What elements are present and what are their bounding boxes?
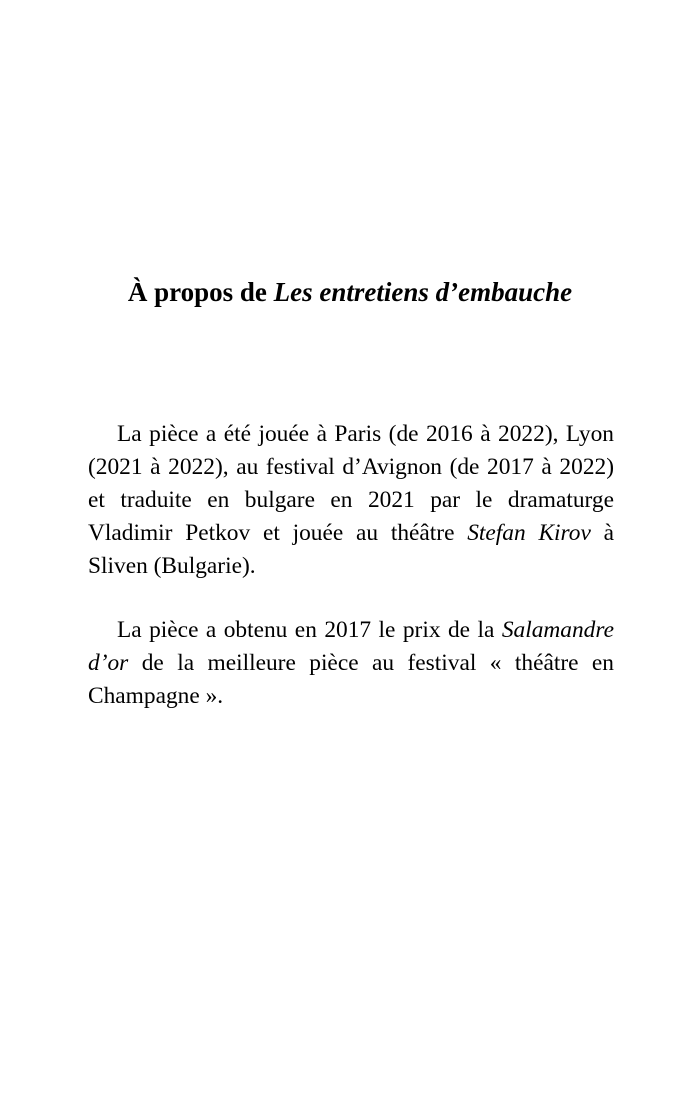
page-heading <box>0 274 700 310</box>
paragraph-performances <box>88 418 614 583</box>
prize-name: Salamandre d’or <box>88 617 614 677</box>
heading-play-title: Les entretiens d’embauche <box>273 277 573 308</box>
paragraph-award <box>88 614 614 713</box>
paragraph-award-text-b: de la meilleure pièce au festival « théâtre en Champagne ». <box>88 650 614 710</box>
paragraph-performances-text-a: La pièce a été jouée à Paris (de 2016 à 2022), Lyon (2021 à 2022), au festival d’Avignon (de 2017 à 2022) et traduite en bulgare en 2021 par le dramaturge Vladimir Petkov et jouée au théâtre <box>88 421 614 547</box>
heading-prefix: À propos de <box>127 277 274 308</box>
paragraph-award-text-a: La pièce a obtenu en 2017 le prix de la <box>117 617 502 644</box>
theatre-name: Stefan Kirov <box>467 520 591 547</box>
paragraph-performances-text-b: à Sliven (Bulgarie). <box>88 520 614 580</box>
